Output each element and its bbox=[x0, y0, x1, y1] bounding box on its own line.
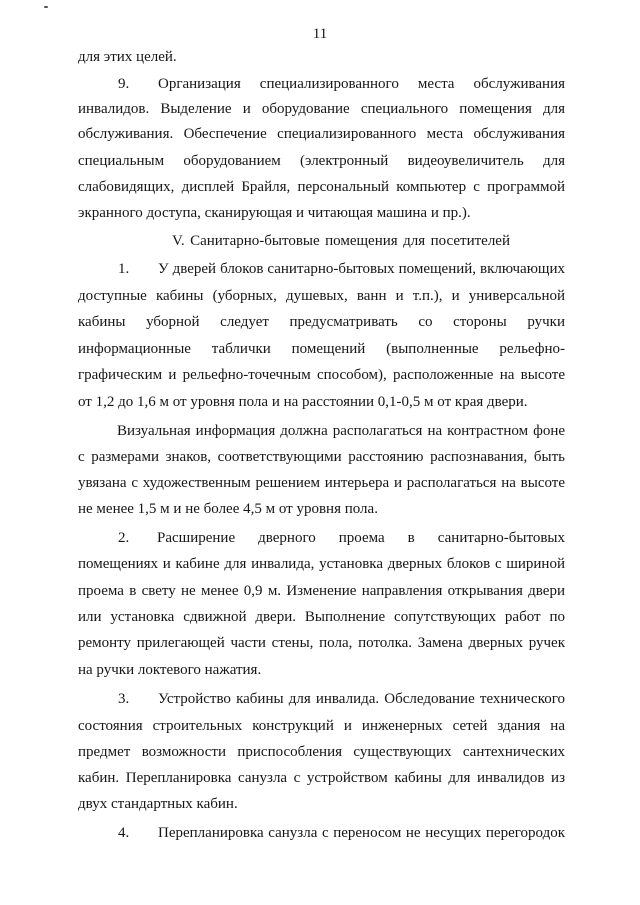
body-text-line: Устройство кабины для инвалида. Обследование технического bbox=[158, 691, 565, 707]
body-text-line: ремонту прилегающей части стены, пола, потолка. Замена дверных ручек bbox=[78, 635, 565, 651]
section-heading: V. Санитарно-бытовые помещения для посетителей bbox=[172, 233, 510, 249]
body-text-line: графическим и рельефно-точечным способом), расположенные на высоте bbox=[78, 367, 565, 383]
scan-mark bbox=[44, 6, 48, 8]
body-text-line: Организация специализированного места обслуживания bbox=[158, 76, 565, 92]
body-text-line: для этих целей. bbox=[78, 49, 177, 65]
body-text-line: слабовидящих, дисплей Брайля, персональный компьютер с программой bbox=[78, 179, 565, 195]
body-text-line: доступные кабины (уборных, душевых, ванн и т.п.), и универсальной bbox=[78, 288, 565, 304]
body-text-line: не менее 1,5 м и не более 4,5 м от уровня пола. bbox=[78, 501, 378, 517]
body-text-line: от 1,2 до 1,6 м от уровня пола и на расстоянии 0,1-0,5 м от края двери. bbox=[78, 394, 528, 410]
body-text-line: помещениях и кабине для инвалида, установка дверных блоков с шириной bbox=[78, 556, 565, 572]
body-text-line: Визуальная информация должна располагаться на контрастном фоне bbox=[117, 423, 565, 439]
body-text-line: Расширение дверного проема в санитарно-бытовых bbox=[157, 530, 565, 546]
body-text-line: двух стандартных кабин. bbox=[78, 796, 238, 812]
body-text-line: кабины уборной следует предусматривать со стороны ручки bbox=[78, 314, 565, 330]
item-9-number: 9. bbox=[118, 76, 130, 92]
body-text-line: с размерами знаков, соответствующими расстоянию распознавания, быть bbox=[78, 449, 565, 465]
page-number: 11 bbox=[312, 26, 328, 42]
body-text-line: проема в свету не менее 0,9 м. Изменение направления открывания двери bbox=[78, 583, 565, 599]
item-4-number: 4. bbox=[118, 825, 130, 841]
body-text-line: инвалидов. Выделение и оборудование специального помещения для bbox=[78, 101, 565, 117]
item-2-number: 2. bbox=[118, 530, 130, 546]
body-text-line: или установка сдвижной двери. Выполнение сопутствующих работ по bbox=[78, 609, 565, 625]
body-text-line: Перепланировка санузла с переносом не несущих перегородок bbox=[158, 825, 565, 841]
body-text-line: У дверей блоков санитарно-бытовых помещений, включающих bbox=[158, 261, 565, 277]
body-text-line: предмет возможности приспособления существующих сантехнических bbox=[78, 744, 565, 760]
body-text-line: на ручки локтевого нажатия. bbox=[78, 662, 262, 678]
body-text-line: специальным оборудованием (электронный видеоувеличитель для bbox=[78, 153, 565, 169]
item-3-number: 3. bbox=[118, 691, 130, 707]
body-text-line: кабин. Перепланировка санузла с устройством кабины для инвалидов из bbox=[78, 770, 565, 786]
body-text-line: информационные таблички помещений (выполненные рельефно- bbox=[78, 341, 565, 357]
body-text-line: обслуживания. Обеспечение специализированного места обслуживания bbox=[78, 126, 565, 142]
body-text-line: состояния строительных конструкций и инженерных сетей здания на bbox=[78, 718, 565, 734]
body-text-line: увязана с художественным решением интерьера и располагаться на высоте bbox=[78, 475, 565, 491]
body-text-line: экранного доступа, сканирующая и читающая машина и пр.). bbox=[78, 205, 471, 221]
item-1-number: 1. bbox=[118, 261, 130, 277]
